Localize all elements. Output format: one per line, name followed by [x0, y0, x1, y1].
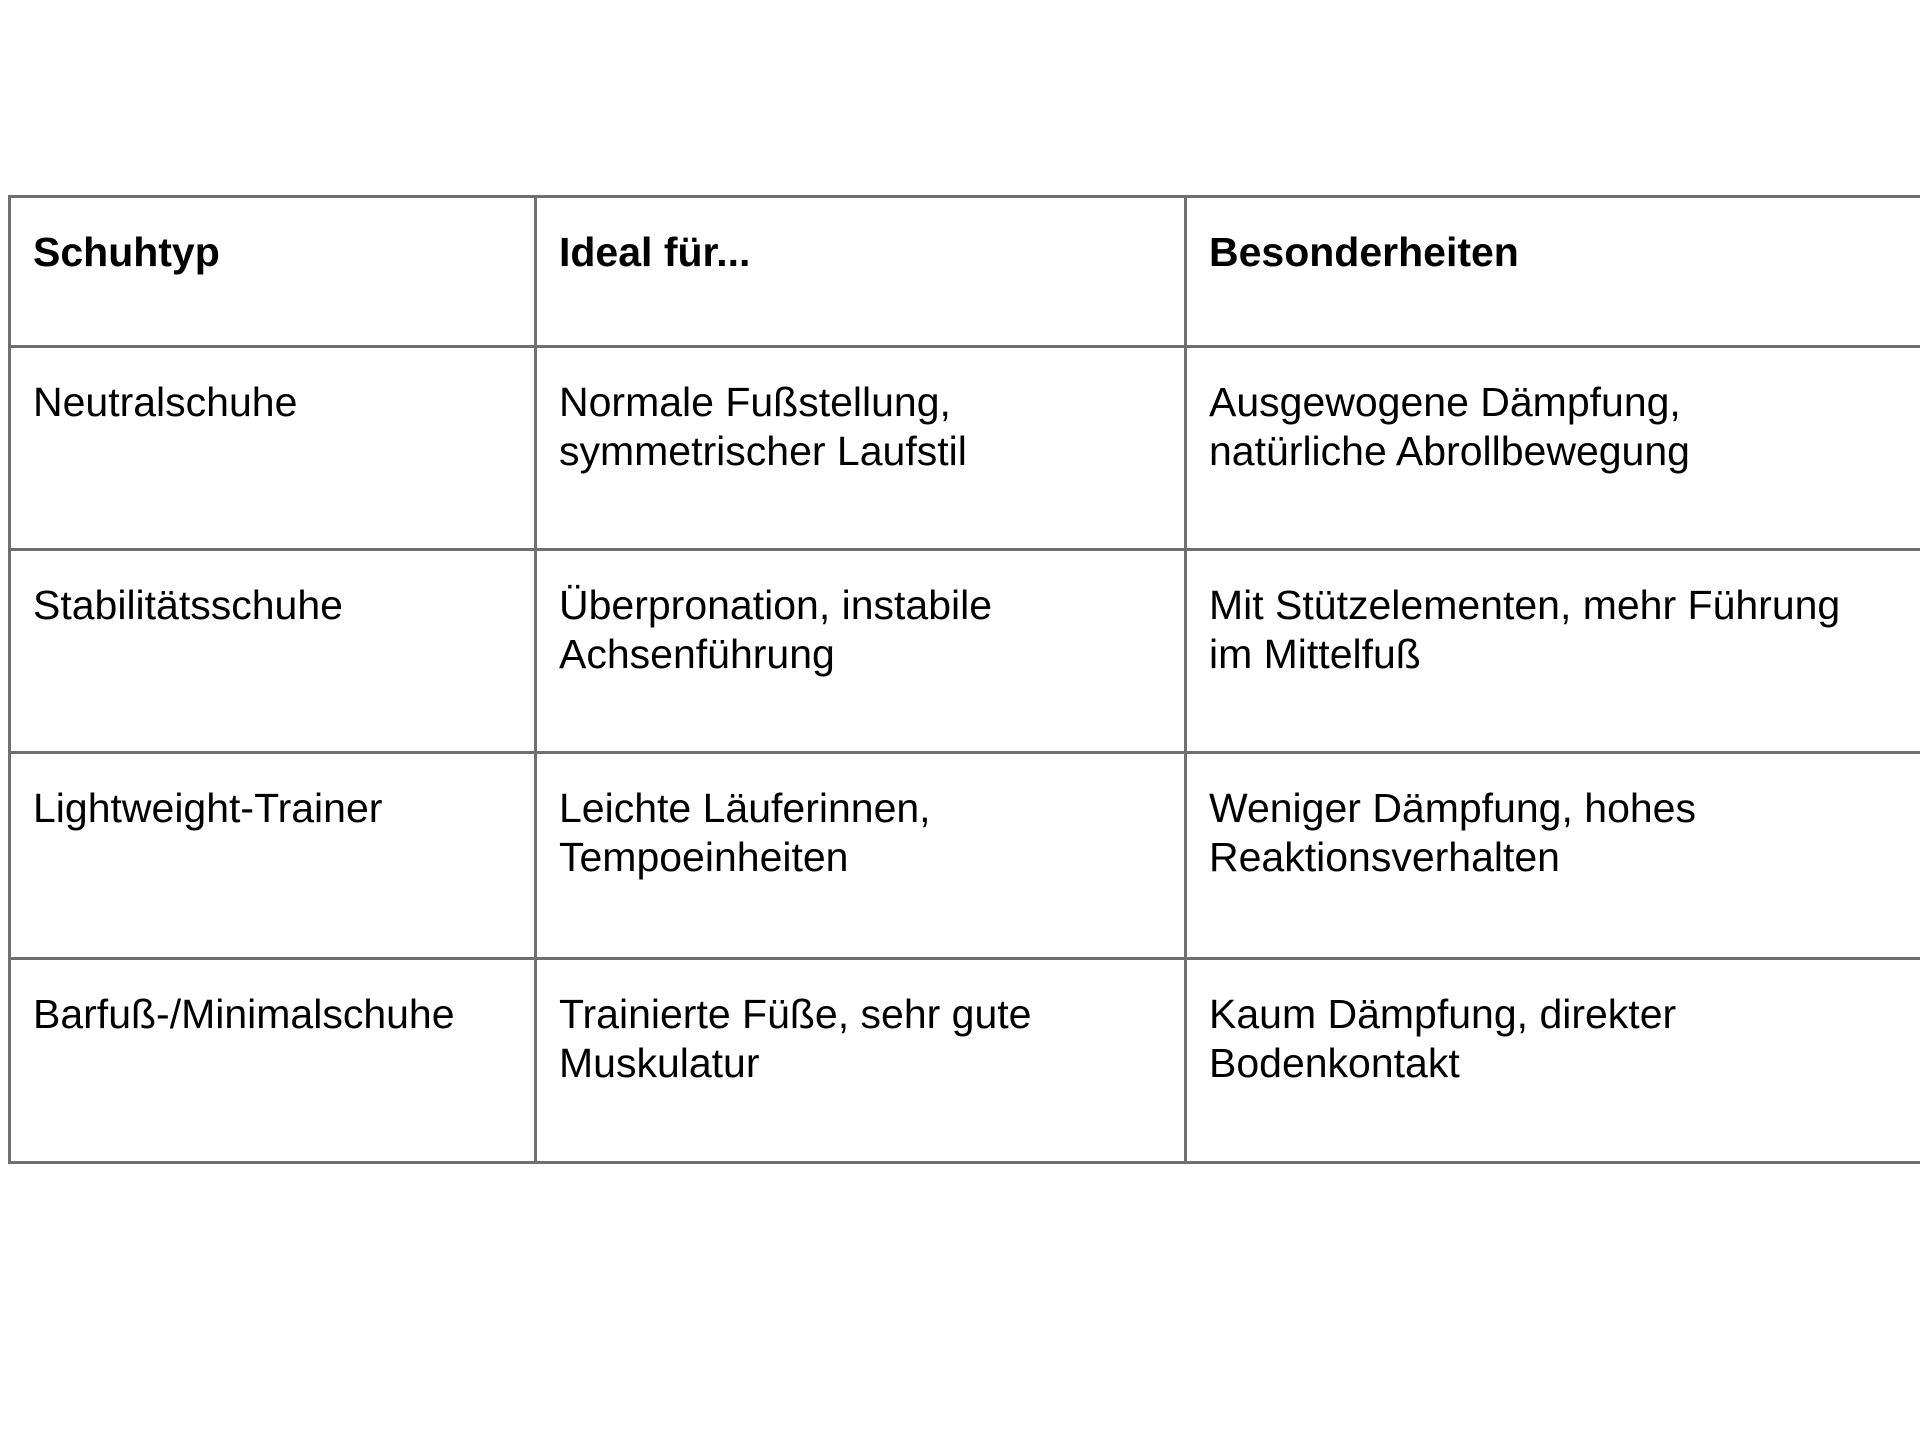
table-row — [10, 550, 1920, 753]
cell-text: Lightweight-Trainer — [33, 785, 383, 831]
cell-text-line: Weniger Dämpfung, hohes — [1209, 785, 1696, 831]
cell-text-line: Trainierte Füße, sehr gute — [559, 991, 1032, 1037]
cell-besonderheiten — [1186, 550, 1920, 753]
cell-text-line: Mit Stützelementen, mehr Führung — [1209, 582, 1841, 628]
table-row — [10, 347, 1920, 550]
cell-schuhtyp — [10, 550, 536, 753]
cell-text-line: Bodenkontakt — [1209, 1040, 1460, 1086]
header-ideal-fuer: Ideal für... — [536, 197, 1186, 347]
cell-besonderheiten — [1186, 959, 1920, 1163]
shoe-type-table — [8, 195, 1920, 1164]
table-row — [10, 753, 1920, 959]
cell-text-line: Ausgewogene Dämpfung, — [1209, 379, 1681, 425]
table-header-row — [10, 197, 1920, 347]
cell-text-line: Tempoeinheiten — [559, 834, 849, 880]
cell-text-line: Reaktionsverhalten — [1209, 834, 1560, 880]
table-row — [10, 959, 1920, 1163]
cell-text-line: Überpronation, instabile — [559, 582, 993, 628]
cell-besonderheiten — [1186, 753, 1920, 959]
cell-ideal-fuer — [536, 753, 1186, 959]
cell-text-line: Muskulatur — [559, 1040, 760, 1086]
cell-text-line: im Mittelfuß — [1209, 631, 1421, 677]
cell-schuhtyp — [10, 753, 536, 959]
cell-ideal-fuer — [536, 347, 1186, 550]
header-besonderheiten: Besonderheiten — [1186, 197, 1920, 347]
cell-schuhtyp — [10, 347, 536, 550]
cell-text-line: Achsenführung — [559, 631, 835, 677]
cell-schuhtyp — [10, 959, 536, 1163]
cell-ideal-fuer — [536, 959, 1186, 1163]
cell-text-line: symmetrischer Laufstil — [559, 428, 967, 474]
cell-text: Stabilitätsschuhe — [33, 582, 343, 628]
cell-text: Barfuß-/Minimalschuhe — [33, 991, 455, 1037]
cell-besonderheiten — [1186, 347, 1920, 550]
cell-text-line: Leichte Läuferinnen, — [559, 785, 931, 831]
header-schuhtyp: Schuhtyp — [10, 197, 536, 347]
cell-text-line: Kaum Dämpfung, direkter — [1209, 991, 1677, 1037]
cell-ideal-fuer — [536, 550, 1186, 753]
cell-text-line: natürliche Abrollbewegung — [1209, 428, 1690, 474]
cell-text: Neutralschuhe — [33, 379, 298, 425]
cell-text-line: Normale Fußstellung, — [559, 379, 951, 425]
